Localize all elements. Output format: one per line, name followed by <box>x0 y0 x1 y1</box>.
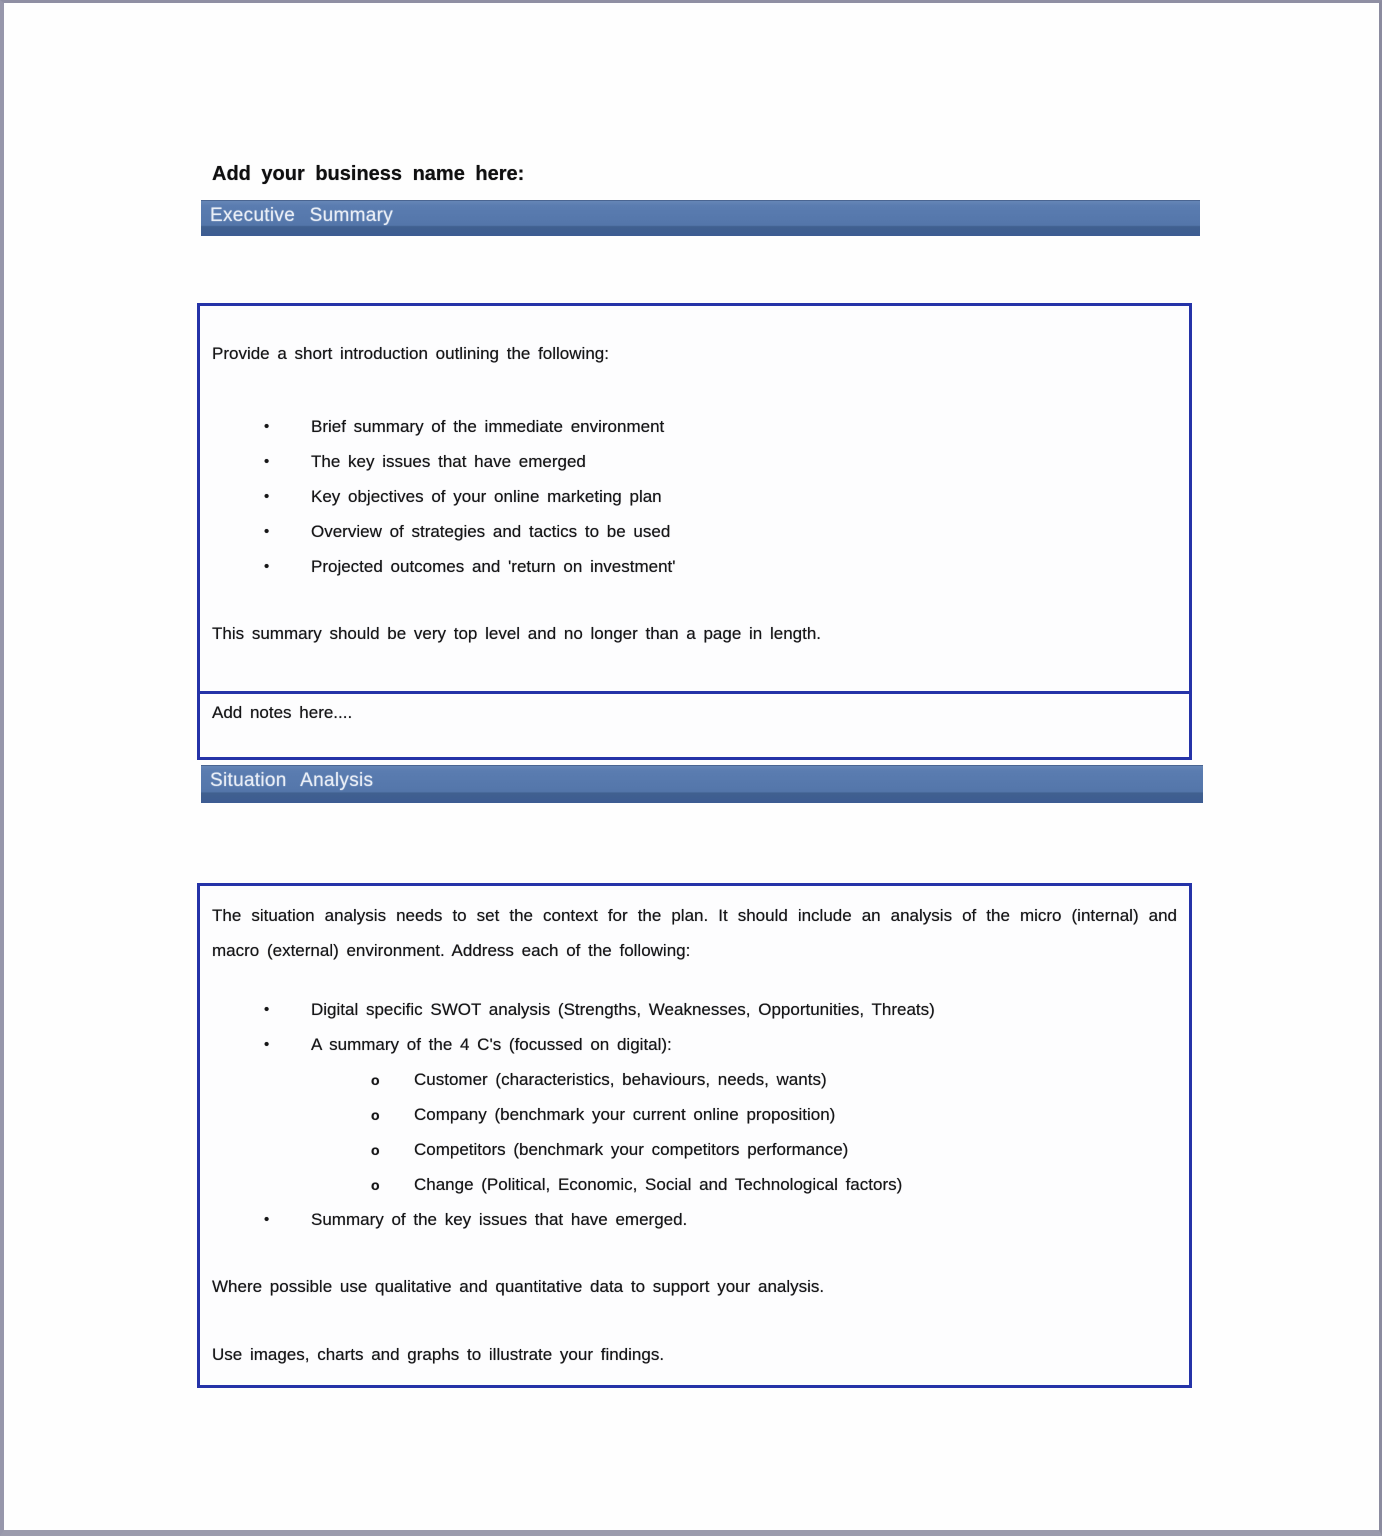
bullet-icon: • <box>264 1211 270 1228</box>
section-header-executive-summary <box>201 200 1200 236</box>
section-header-label: Executive Summary <box>210 205 394 226</box>
list-item <box>264 415 1177 439</box>
bullet-text: A summary of the 4 C's (focussed on digital): <box>311 1035 672 1054</box>
executive-summary-box <box>197 303 1192 760</box>
list-item <box>264 485 1177 509</box>
notes-label: Add notes here.... <box>212 703 353 722</box>
bullet-icon: • <box>264 1036 270 1053</box>
section-header-label: Situation Analysis <box>210 770 374 791</box>
situation-intro-text: The situation analysis needs to set the context for the plan. It should include an analysis of the micro (internal) and macro (external) environment. Address each of the following: <box>212 906 1177 960</box>
list-item <box>264 520 1177 544</box>
bullet-text: Competitors (benchmark your competitors performance) <box>414 1140 849 1159</box>
executive-summary-content <box>200 306 1189 691</box>
qualitative-data-note: Where possible use qualitative and quantitative data to support your analysis. <box>212 1277 825 1296</box>
bullet-text: Brief summary of the immediate environment <box>311 417 665 436</box>
bullet-text: Digital specific SWOT analysis (Strengths, Weaknesses, Opportunities, Threats) <box>311 1000 935 1019</box>
list-item <box>371 1103 1177 1127</box>
notes-field[interactable] <box>200 691 1189 757</box>
list-item <box>371 1068 1177 1092</box>
list-item <box>264 998 1177 1022</box>
situation-analysis-box <box>197 883 1192 1388</box>
bullet-icon: • <box>264 523 270 540</box>
exec-intro-text: Provide a short introduction outlining the following: <box>212 344 609 363</box>
business-name-field[interactable]: Add your business name here: <box>212 163 525 185</box>
bullet-icon: • <box>264 488 270 505</box>
bullet-text: Change (Political, Economic, Social and Technological factors) <box>414 1175 903 1194</box>
bullet-icon: o <box>371 1142 380 1158</box>
list-item <box>264 450 1177 474</box>
list-item <box>264 1208 1177 1232</box>
bullet-icon: • <box>264 1001 270 1018</box>
bullet-icon: • <box>264 558 270 575</box>
bullet-icon: o <box>371 1072 380 1088</box>
bullet-icon: o <box>371 1177 380 1193</box>
section-header-situation-analysis <box>201 765 1203 803</box>
list-item <box>264 555 1177 579</box>
bullet-text: Overview of strategies and tactics to be used <box>311 522 671 541</box>
list-item <box>371 1173 1177 1197</box>
bullet-text: The key issues that have emerged <box>311 452 586 471</box>
bullet-text: Key objectives of your online marketing plan <box>311 487 662 506</box>
bullet-icon: • <box>264 418 270 435</box>
bullet-icon: o <box>371 1107 380 1123</box>
bullet-text: Company (benchmark your current online proposition) <box>414 1105 836 1124</box>
list-item <box>264 1033 1177 1057</box>
bullet-icon: • <box>264 453 270 470</box>
exec-closing-text: This summary should be very top level and no longer than a page in length. <box>212 624 822 643</box>
situation-bullet-list <box>212 998 1177 1232</box>
exec-bullet-list <box>212 415 1177 579</box>
bullet-text: Projected outcomes and 'return on investment' <box>311 557 676 576</box>
bullet-text: Summary of the key issues that have emerged. <box>311 1210 688 1229</box>
bullet-text: Customer (characteristics, behaviours, needs, wants) <box>414 1070 827 1089</box>
list-item <box>371 1138 1177 1162</box>
illustrate-findings-note: Use images, charts and graphs to illustrate your findings. <box>212 1345 665 1364</box>
